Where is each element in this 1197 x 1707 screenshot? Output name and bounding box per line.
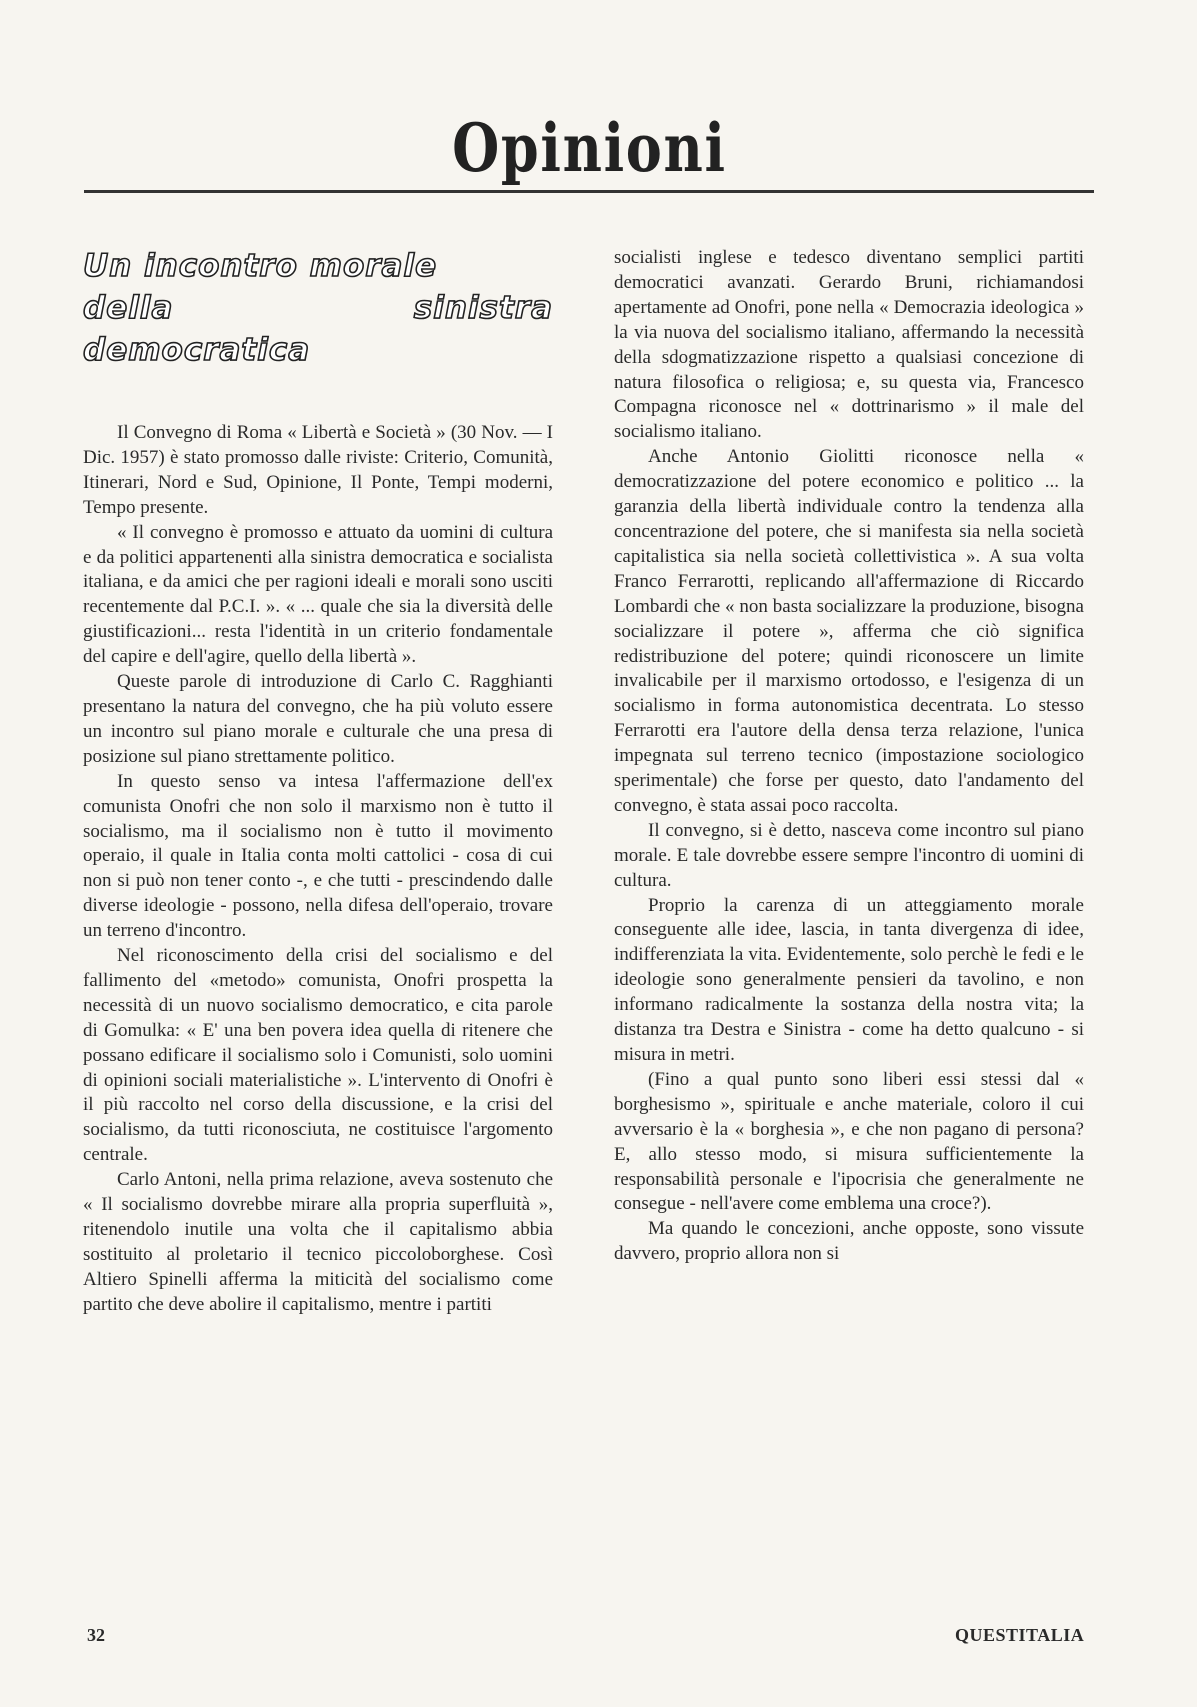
paragraph: Nel riconoscimento della crisi del socialismo e del fallimento del «metodo» comunista, Onofri prospetta la necessità di un nuovo socialismo democratico, e cita parole di Gomulka: « E' una ben povera idea quella di ritenere che possano edificare il socialismo solo i Comunisti, solo uomini di opinioni sociali materialistiche ». L'intervento di Onofri è il più raccolto nel corso della discussione, e la crisi del socialismo, da tutti riconosciuta, ne costituisce l'argomento centrale. bbox=[83, 945, 553, 1166]
right-column bbox=[614, 246, 1084, 1267]
publication-name: QUESTITALIA bbox=[955, 1625, 1085, 1645]
paragraph: Il Convegno di Roma « Libertà e Società » (30 Nov. — I Dic. 1957) è stato promosso dalle riviste: Criterio, Comunità, Itinerari, Nord e Sud, Opinione, Il Ponte, Tempi moderni, Tempo presente. bbox=[83, 422, 553, 518]
header-rule bbox=[84, 190, 1094, 193]
section-title: Opinioni bbox=[451, 109, 727, 187]
paragraph: Ma quando le concezioni, anche opposte, sono vissute davvero, proprio allora non si bbox=[614, 1218, 1084, 1265]
section-header bbox=[84, 108, 1094, 190]
paragraph: In questo senso va intesa l'affermazione dell'ex comunista Onofri che non solo il marxismo non è tutto il socialismo, ma il socialismo non è tutto il movimento operaio, il quale in Italia conta molti cattolici - cosa di cui non si può non tener conto -, e che tutti - prescindendo dalle diverse ideologie - possono, nella difesa dell'operaio, trovare un terreno d'incontro. bbox=[83, 770, 553, 942]
paragraph: « Il convegno è promosso e attuato da uomini di cultura e da politici appartenenti alla sinistra democratica e socialista italiana, e da amici che per ragioni ideali e morali sono usciti recentemente dal P.C.I. ». « ... quale che sia la diversità delle giustificazioni... resta l'identità in un criterio fondamentale del capire e dell'agire, quello della libertà ». bbox=[83, 521, 553, 668]
article-title-line-1: Un incontro morale bbox=[83, 248, 438, 284]
page-number: 32 bbox=[87, 1625, 105, 1645]
paragraph: Queste parole di introduzione di Carlo C. Ragghianti presentano la natura del convegno, che ha più voluto essere un incontro sul piano morale e culturale che una presa di posizione sul piano strettamente politico. bbox=[83, 671, 553, 767]
paragraph: Carlo Antoni, nella prima relazione, aveva sostenuto che « Il socialismo dovrebbe mirare alla propria superfluità », ritenendolo inutile una volta che il capitalismo abbia sostituito al proletario il tecnico piccoloborghese. Così Altiero Spinelli afferma la miticità del socialismo come partito che deve abolire il capitalismo, mentre i partiti bbox=[83, 1169, 553, 1315]
paragraph: (Fino a qual punto sono liberi essi stessi dal « borghesismo », spirituale e anche materiale, coloro il cui avversario è la « borghesia », e che non pagano di persona? E, allo stesso modo, si misura sufficientemente la responsabilità personale e l'ipocrisia che generalmente ne consegue - nell'avere come emblema una croce?). bbox=[614, 1068, 1084, 1215]
article-title bbox=[83, 245, 553, 371]
paragraph: Proprio la carenza di un atteggiamento morale conseguente alle idee, lascia, in tanta divergenza di idee, indifferenziata la vita. Evidentemente, solo perchè le fedi e le ideologie sono generalmente pensieri da tavolino, e non informano radicalmente la sostanza della nostra vita; la distanza tra Destra e Sinistra - come ha detto qualcuno - si misura in metri. bbox=[614, 894, 1084, 1065]
paragraph: socialisti inglese e tedesco diventano semplici partiti democratici avanzati. Gerardo Bruni, richiamandosi apertamente ad Onofri, pone nella « Democrazia ideologica » la via nuova del socialismo italiano, affermando la necessità della sdogmatizzazione rispetto a qualsiasi concezione di natura filosofica o religiosa; e, su questa via, Francesco Compagna riconosce nel « dottrinarismo » il male del socialismo italiano. bbox=[614, 247, 1084, 443]
article-title-line-2: della sinistra democratica bbox=[83, 290, 553, 368]
paragraph: Il convegno, si è detto, nasceva come incontro sul piano morale. E tale dovrebbe essere sempre l'incontro di uomini di cultura. bbox=[614, 819, 1084, 891]
left-column bbox=[83, 245, 553, 1318]
paragraph: Anche Antonio Giolitti riconosce nella « democratizzazione del potere economico e politico ... la garanzia della libertà individuale contro la tendenza alla concentrazione del potere, che si manifesta sia nella società capitalistica sia nella società collettivistica ». A sua volta Franco Ferrarotti, replicando all'affermazione di Riccardo Lombardi che « non basta socializzare la produzione, bisogna socializzare il potere », afferma che ciò significa redistribuzione del potere; quindi riconoscere un limite invalicabile per il marxismo ortodosso, e l'esigenza di un socialismo in forma autonomistica decentrata. Lo stesso Ferrarotti era l'autore della densa terza relazione, l'unica impegnata sul terreno tecnico (impostazione sociologico sperimentale) che forse per questo, dato l'andamento del convegno, è stata assai poco raccolta. bbox=[614, 446, 1084, 816]
